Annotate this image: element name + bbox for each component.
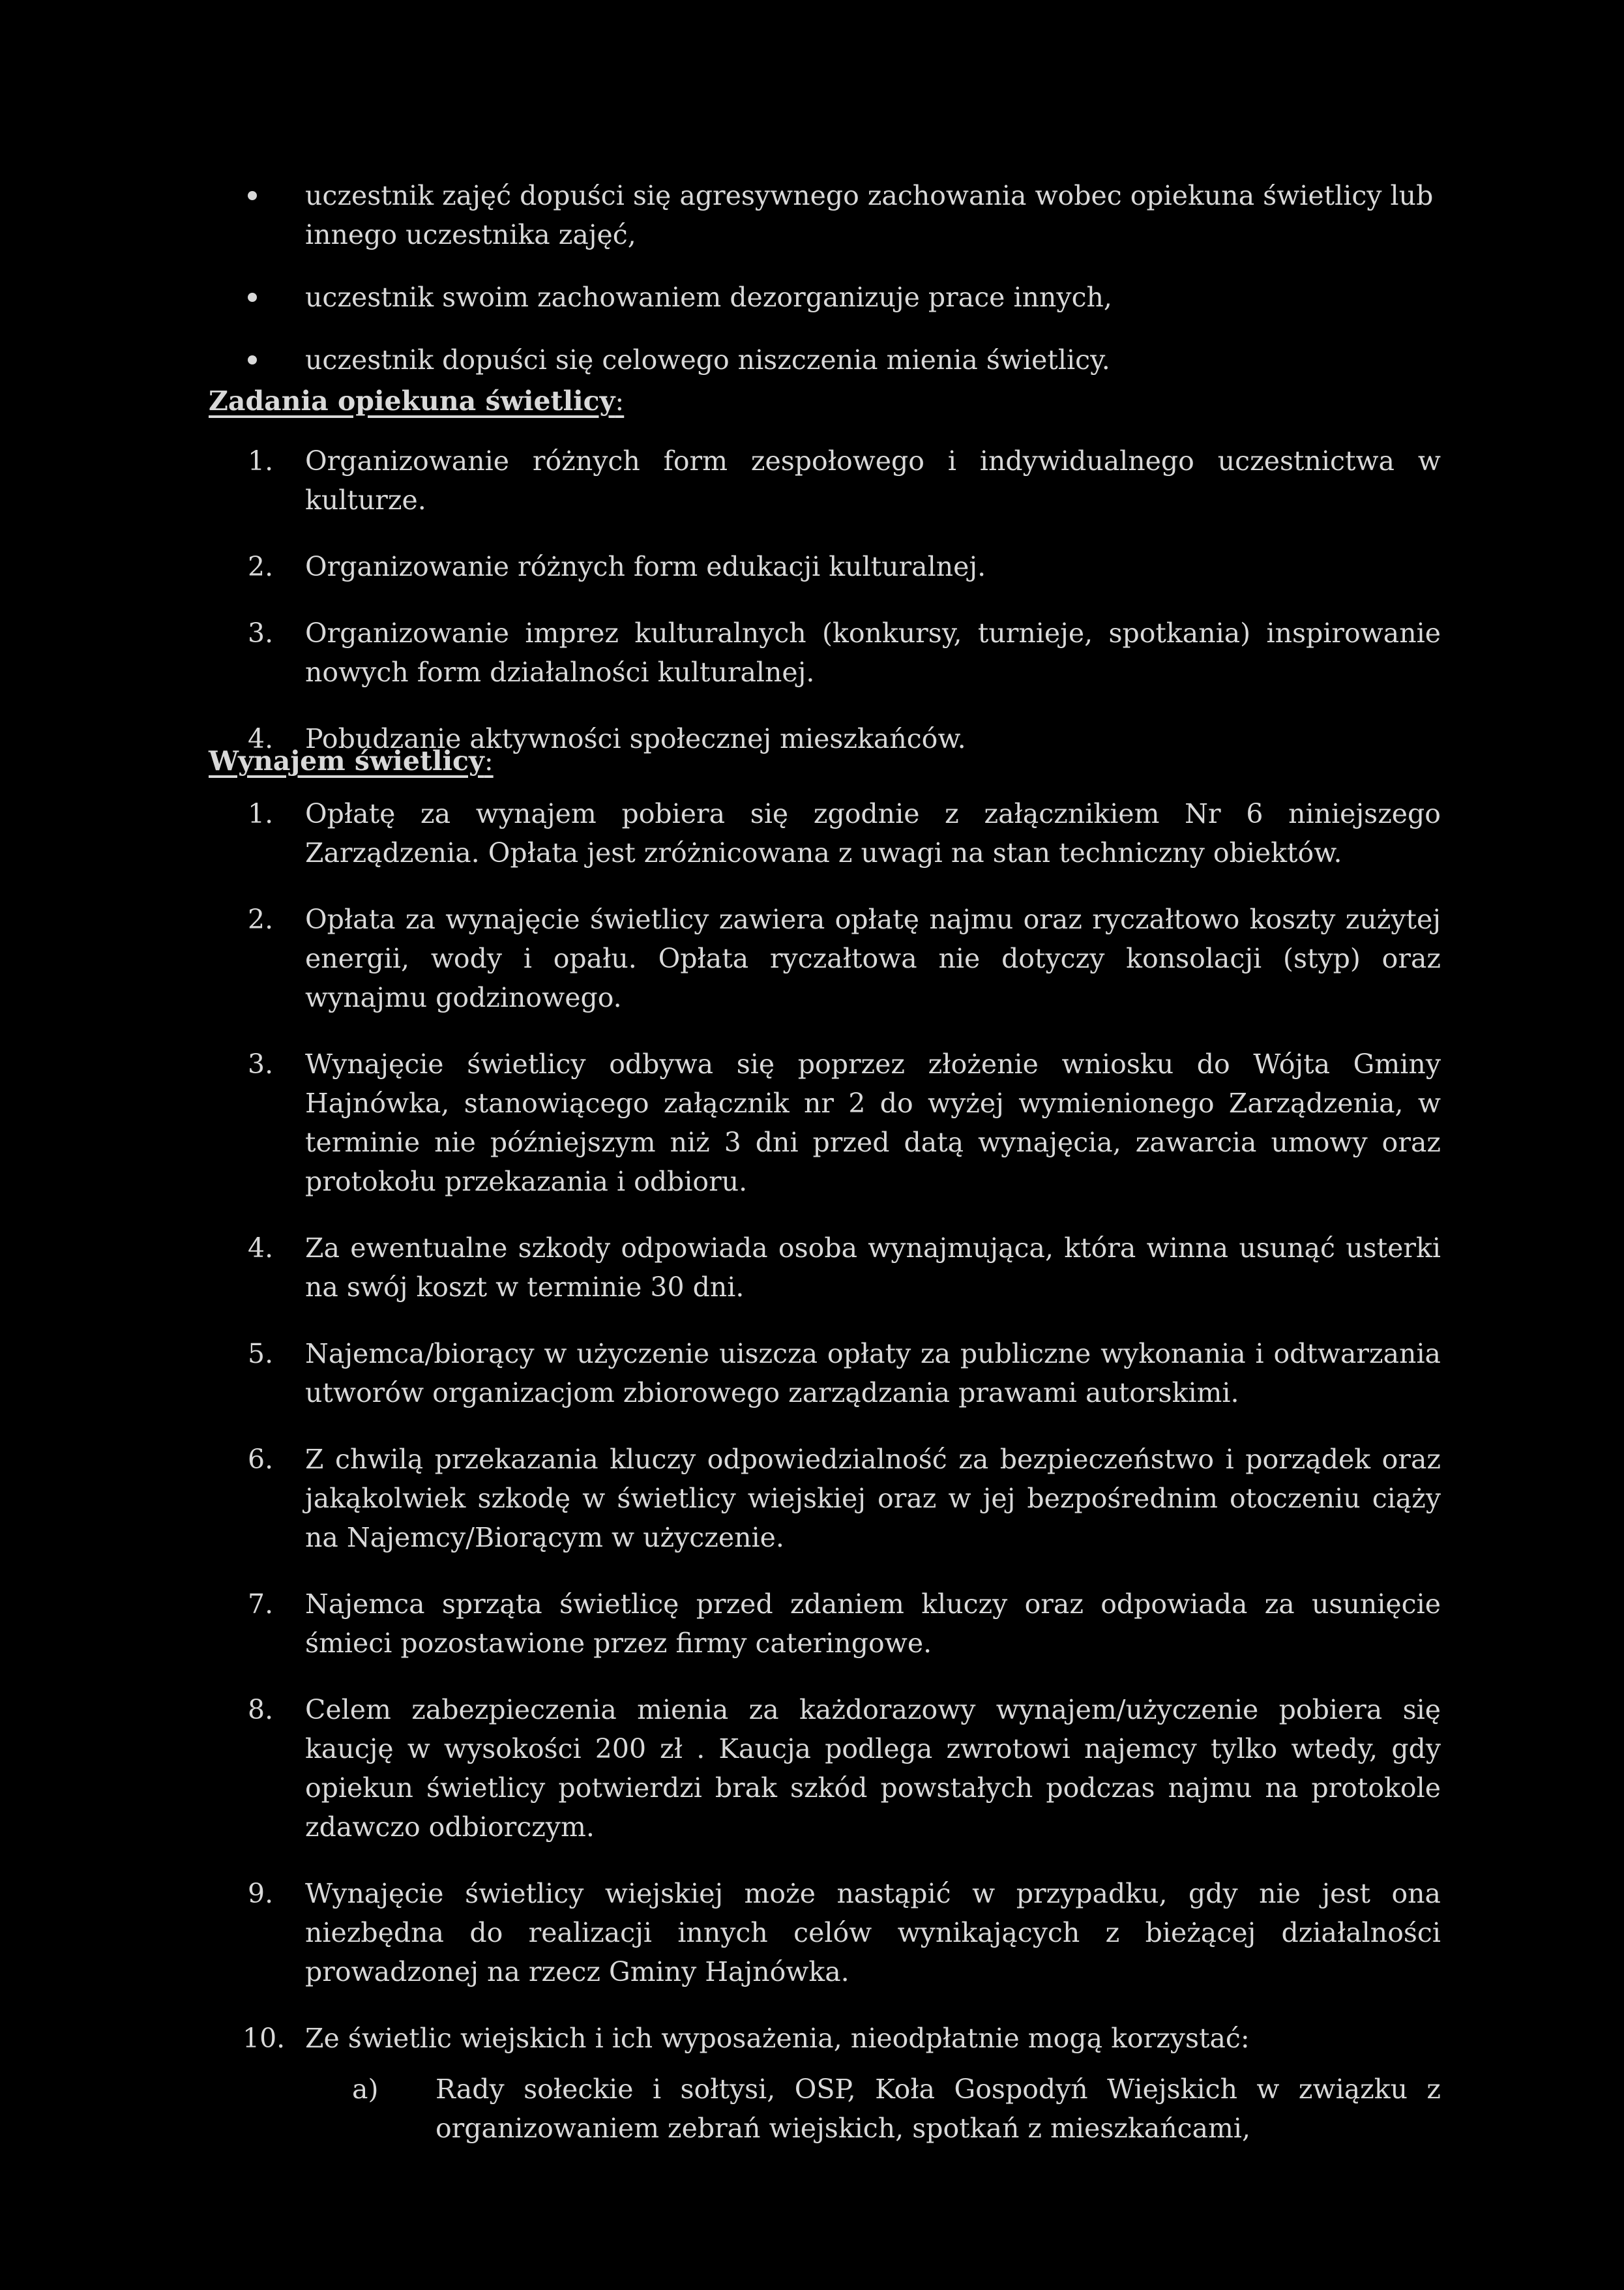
list-item — [248, 900, 1441, 1017]
list-item — [248, 1874, 1441, 1991]
item-text: Opłata za wynajęcie świetlicy zawiera opłatę najmu oraz ryczałtowo koszty zużytej energii, wody i opału. Opłata ryczałtowa nie dotyczy konsolacji (styp) oraz wynajmu godzinowego. — [305, 904, 1441, 1013]
item-number: 4. — [248, 1232, 274, 1264]
list-item — [243, 2019, 1441, 2148]
item-number: 9. — [248, 1878, 274, 1909]
bullet-dot-icon — [248, 293, 257, 302]
list-item — [248, 1228, 1441, 1307]
bullet-dot-icon — [248, 355, 257, 364]
list-item — [248, 614, 1441, 692]
list-item — [248, 441, 1441, 520]
item-text: Najemca sprząta świetlicę przed zdaniem kluczy oraz odpowiada za usunięcie śmieci pozostawione przez firmy cateringowe. — [305, 1588, 1441, 1659]
bullet-dot-icon — [248, 191, 257, 200]
heading-text: Zadania opiekuna świetlicy — [209, 385, 615, 417]
section-heading-zadania — [209, 381, 624, 421]
item-text: Za ewentualne szkody odpowiada osoba wynajmująca, która winna usunąć usterki na swój koszt w terminie 30 dni. — [305, 1232, 1441, 1303]
item-number: 3. — [248, 1048, 274, 1080]
bullet-text: uczestnik dopuści się celowego niszczenia mienia świetlicy. — [305, 344, 1110, 376]
list-item — [248, 1690, 1441, 1847]
subitem-letter: a) — [352, 2074, 379, 2105]
sublist-item — [352, 2070, 1441, 2148]
item-text: Organizowanie imprez kulturalnych (konkursy, turnieje, spotkania) inspirowanie nowych form działalności kulturalnej. — [305, 617, 1441, 688]
item-text: Najemca/biorący w użyczenie uiszcza opłaty za publiczne wykonania i odtwarzania utworów organizacjom zbiorowego zarządzania prawami autorskimi. — [305, 1338, 1441, 1408]
item-number: 10. — [243, 2023, 286, 2054]
item-text: Wynajęcie świetlicy wiejskiej może nastąpić w przypadku, gdy nie jest ona niezbędna do realizacji innych celów wynikających z bieżącej działalności prowadzonej na rzecz Gminy Hajnówka. — [305, 1878, 1441, 1987]
item-text: Pobudzanie aktywności społecznej mieszkańców. — [305, 723, 966, 754]
list-item — [248, 1440, 1441, 1557]
item-number: 1. — [248, 445, 274, 477]
item-number: 3. — [248, 617, 274, 649]
zadania-list — [248, 441, 1441, 786]
list-item — [248, 547, 1441, 586]
item-number: 7. — [248, 1588, 274, 1620]
item-number: 2. — [248, 551, 274, 582]
item-text: Z chwilą przekazania kluczy odpowiedzialność za bezpieczeństwo i porządek oraz jakąkolwiek szkodę w świetlicy wiejskiej oraz w jej bezpośrednim otoczeniu ciąży na Najemcy/Biorącym w użyczenie. — [305, 1444, 1441, 1553]
sublist — [305, 2070, 1441, 2148]
item-text: Organizowanie różnych form zespołowego i indywidualnego uczestnictwa w kulturze. — [305, 445, 1441, 516]
list-item — [248, 1045, 1441, 1201]
heading-text: Wynajem świetlicy — [209, 745, 484, 777]
item-number: 5. — [248, 1338, 274, 1369]
item-text: Celem zabezpieczenia mienia za każdorazowy wynajem/użyczenie pobiera się kaucję w wysokości 200 zł . Kaucja podlega zwrotowi najemcy tylko wtedy, gdy opiekun świetlicy potwierdzi brak szkód powstałych podczas najmu na protokole zdawczo odbiorczym. — [305, 1694, 1441, 1843]
heading-colon: : — [484, 745, 494, 777]
bullet-text: uczestnik swoim zachowaniem dezorganizuje prace innych, — [305, 282, 1112, 313]
item-text: Wynajęcie świetlicy odbywa się poprzez złożenie wniosku do Wójta Gminy Hajnówka, stanowiącego załącznik nr 2 do wyżej wymienionego Zarządzenia, w terminie nie późniejszym niż 3 dni przed datą wynajęcia, zawarcia umowy oraz protokołu przekazania i odbioru. — [305, 1048, 1441, 1197]
heading-colon: : — [615, 385, 625, 417]
wynajem-list — [243, 794, 1441, 2175]
list-item — [248, 1584, 1441, 1663]
item-text: Ze świetlic wiejskich i ich wyposażenia, nieodpłatnie mogą korzystać: — [305, 2023, 1250, 2054]
list-item — [248, 340, 1441, 379]
item-text: Organizowanie różnych form edukacji kulturalnej. — [305, 551, 986, 582]
list-item — [248, 794, 1441, 872]
subitem-text: Rady sołeckie i sołtysi, OSP, Koła Gospodyń Wiejskich w związku z organizowaniem zebrań wiejskich, spotkań z mieszkańcami, — [436, 2074, 1441, 2144]
item-number: 4. — [248, 723, 274, 754]
item-number: 8. — [248, 1694, 274, 1725]
item-number: 6. — [248, 1444, 274, 1475]
list-item — [248, 176, 1441, 254]
list-item — [248, 278, 1441, 317]
section-heading-wynajem — [209, 741, 494, 781]
item-number: 2. — [248, 904, 274, 935]
bullet-text: uczestnik zajęć dopuści się agresywnego zachowania wobec opiekuna świetlicy lub innego uczestnika zajęć, — [305, 180, 1434, 250]
item-number: 1. — [248, 798, 274, 829]
item-text: Opłatę za wynajem pobiera się zgodnie z załącznikiem Nr 6 niniejszego Zarządzenia. Opłata jest zróżnicowana z uwagi na stan techniczny obiektów. — [305, 798, 1441, 869]
list-item — [248, 1334, 1441, 1412]
bullet-list — [248, 176, 1441, 403]
